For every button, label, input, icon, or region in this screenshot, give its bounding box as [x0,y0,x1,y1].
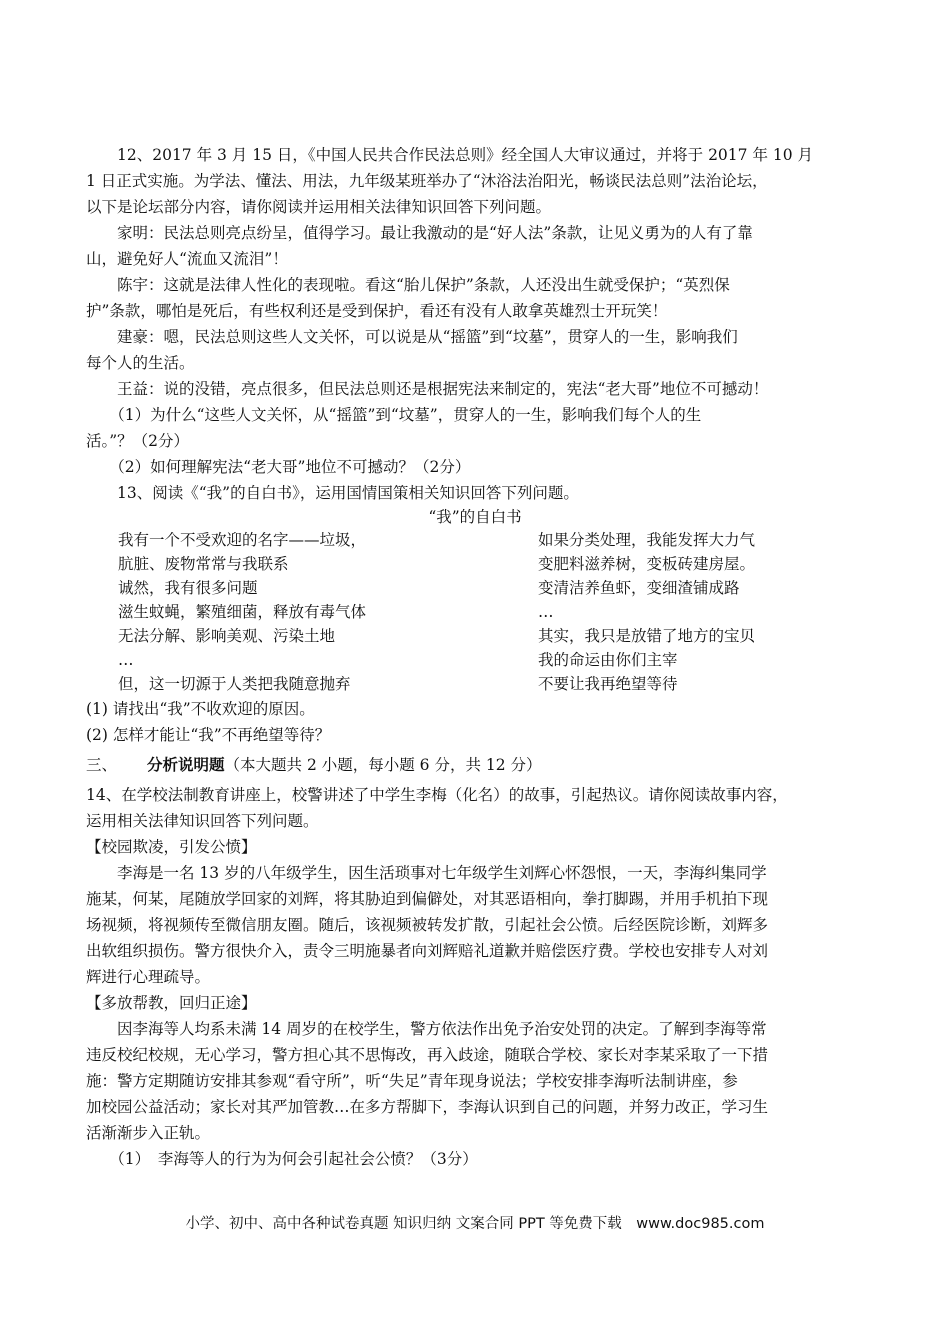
section3-heading [86,752,876,778]
poem-title: “我”的自白书 [428,508,522,526]
q12-dialog-line-2: 山，避免好人“流血又流泪”！ [86,250,288,268]
poem-left-line: 我有一个不受欢迎的名字——垃圾， [118,531,367,549]
q12-dialog-line-6: 每个人的生活。 [86,354,195,372]
q12-dialog-line-4: 护”条款，哪怕是死后，有些权利还是受到保护，看还有没有人敢拿英雄烈士开玩笑！ [86,302,668,320]
q12-intro-line-3: 以下是论坛部分内容，请你阅读并运用相关法律知识回答下列问题。 [86,198,552,216]
q14-para2-line-5: 活渐渐步入正轨。 [86,1124,211,1142]
q12-question-1-line-2: 活。”？（2分） [86,432,190,450]
q14-intro-line-2: 运用相关法律知识回答下列问题。 [86,812,319,830]
q14-para2-line-1: 因李海等人均系未满 14 周岁的在校学生，警方依法作出免予治安处罚的决定。了解到李海等常 [86,1020,767,1038]
q14-para1-line-3: 场视频，将视频传至微信朋友圈。随后，该视频被转发扩散，引起社会公愤。后经医院诊断，刘辉多 [86,916,769,934]
poem-left-line: 肮脏、废物常常与我联系 [118,555,289,573]
q12-dialog-line-3: 陈宇：这就是法律人性化的表现啦。看这“胎儿保护”条款，人还没出生就受保护；“英烈保 [86,276,730,294]
section3-number: 三、 [86,756,118,774]
q13-question-2: (2) 怎样才能让“我”不再绝望等待？ [86,726,331,744]
section3-title: 分析说明题 [147,755,225,774]
q14-para1-line-4: 出软组织损伤。警方很快介入，责令三明施暴者向刘辉赔礼道歉并赔偿医疗费。学校也安排专人对刘 [86,942,769,960]
q14-heading-2: 【多放帮教，回归正途】 [86,994,257,1012]
poem-right-line: 不要让我再绝望等待 [538,675,678,693]
q14-intro-line-1: 14、在学校法制教育讲座上，校警讲述了中学生李梅（化名）的故事，引起热议。请你阅读故事内容， [86,786,788,804]
q14-para1-line-2: 施某，何某，尾随放学回家的刘辉，将其胁迫到偏僻处，对其恶语相向，拳打脚踢，并用手机拍下现 [86,890,769,908]
q12-intro-line-2: 1 日正式实施。为学法、懂法、用法，九年级某班举办了“沐浴法治阳光，畅谈民法总则”法治论坛， [86,172,768,190]
q12-dialog-line-5: 建豪：嗯，民法总则这些人文关怀，可以说是从“摇篮”到“坟墓”，贯穿人的一生，影响我们 [86,328,738,346]
poem-left-line: … [118,651,134,669]
q13-intro: 13、阅读《“我”的自白书》，运用国情国策相关知识回答下列问题。 [86,484,579,502]
q12-question-2: （2）如何理解宪法“老大哥”地位不可撼动？（2分） [86,458,471,476]
poem-right-line: … [538,603,554,621]
q12-question-1-line-1: （1）为什么“这些人文关怀，从“摇篮”到“坟墓”，贯穿人的一生，影响我们每个人的生 [86,406,702,424]
q14-para2-line-3: 施：警方定期随访安排其参观“看守所”，听“失足”青年现身说法；学校安排李海听法制讲座，参 [86,1072,738,1090]
q14-para1-line-5: 辉进行心理疏导。 [86,968,211,986]
q14-para2-line-4: 加校园公益活动；家长对其严加管教…在多方帮脚下，李海认识到自己的问题，并努力改正，学习生 [86,1098,769,1116]
q14-para2-line-2: 违反校纪校规，无心学习，警方担心其不思悔改，再入歧途，随联合学校、家长对李某采取了一下措 [86,1046,769,1064]
poem-right-line: 其实，我只是放错了地方的宝贝 [538,627,756,645]
poem-right-line: 变肥料滋养树，变板砖建房屋。 [538,555,756,573]
q14-question-1: （1） 李海等人的行为为何会引起社会公愤？（3分） [86,1150,478,1168]
q14-para1-line-1: 李海是一名 13 岁的八年级学生，因生活琐事对七年级学生刘辉心怀怨恨，一天，李海纠集同学 [86,864,767,882]
q14-heading-1: 【校园欺凌，引发公愤】 [86,838,257,856]
q12-dialog-line-1: 家明：民法总则亮点纷呈，值得学习。最让我激动的是“好人法”条款，让见义勇为的人有了靠 [86,224,753,242]
poem-right-line: 我的命运由你们主宰 [538,651,678,669]
page-footer: 小学、初中、高中各种试卷真题 知识归纳 文案合同 PPT 等免费下载 www.doc985.com [185,1216,765,1232]
poem-right-line: 变清洁养鱼虾，变细渣铺成路 [538,579,740,597]
poem-left-line: 诚然，我有很多问题 [118,579,258,597]
poem-left-line: 但，这一切源于人类把我随意抛弃 [118,675,351,693]
section3-note: （本大题共 2 小题，每小题 6 分，共 12 分） [224,756,542,774]
q12-intro-line-1: 12、2017 年 3 月 15 日，《中国人民共合作民法总则》经全国人大审议通过，并将于 2017 年 10 月 [86,146,814,164]
poem-right-line: 如果分类处理，我能发挥大力气 [538,531,756,549]
q13-question-1: (1) 请找出“我”不收欢迎的原因。 [86,700,315,718]
poem-left-line: 滋生蚊蝇，繁殖细菌，释放有毒气体 [118,603,367,621]
q12-dialog-line-7: 王益：说的没错，亮点很多，但民法总则还是根据宪法来制定的，宪法“老大哥”地位不可撼动！ [86,380,769,398]
poem-left-line: 无法分解、影响美观、污染土地 [118,627,336,645]
